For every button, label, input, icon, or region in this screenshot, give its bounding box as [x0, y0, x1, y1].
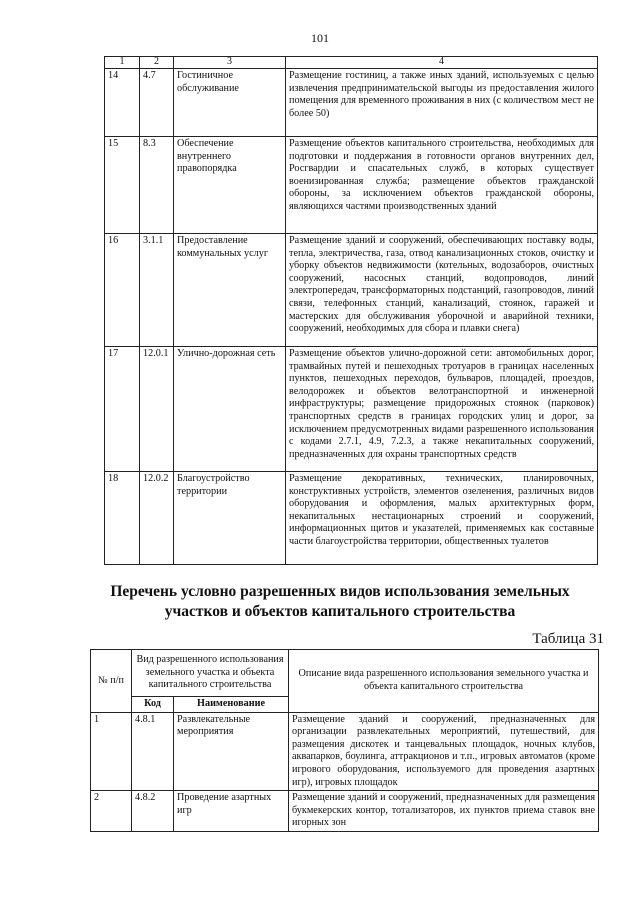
- row-code: 4.8.2: [132, 791, 174, 832]
- row-description: Размещение зданий и сооружений, предназначенных для организации развлекательных мероприятий, путешествий, для размещения дискотек и танцевальных площадок, ночных клубов, аквапарков, боулинга, аттракционов и т.п., игровых автоматов (кроме игрового оборудования, используемого для проведения азартных игр), игровых площадок: [289, 712, 599, 791]
- table-caption: Таблица 31: [532, 631, 604, 647]
- row-name: Благоустройство территории: [174, 472, 286, 565]
- page-number: 101: [311, 31, 329, 45]
- row-description: Размещение объектов улично-дорожной сети: автомобильных дорог, трамвайных путей и пешеходных тротуаров в границах населенных пунктов, пешеходных переходов, бульваров, площадей, проездов, велодорожек и объектов велотранспортной и инженерной инфраструктуры; размещение придорожных стоянок (парковок) транспортных средств в границах городских улиц и дорог, за исключением предусмотренных видами разрешенного использования с кодами 2.7.1, 4.9, 7.2.3, а также некапитальных сооружений, предназначенных для охраны транспортных средств: [286, 347, 598, 472]
- header-col-3: 3: [174, 57, 286, 69]
- table-row: [105, 137, 598, 234]
- row-number: 17: [105, 347, 140, 472]
- section-title: Перечень условно разрешенных видов использования земельных участков и объектов капитального строительства: [110, 583, 570, 620]
- header-name: Наименование: [174, 697, 289, 713]
- row-code: 8.3: [140, 137, 174, 234]
- table-row: [105, 69, 598, 137]
- row-code: 4.8.1: [132, 712, 174, 791]
- table-row: [105, 347, 598, 472]
- row-name: Гостиничное обслуживание: [174, 69, 286, 137]
- header-col-4: 4: [286, 57, 598, 69]
- row-code: 4.7: [140, 69, 174, 137]
- conditional-use-table: [90, 649, 599, 832]
- row-number: 18: [105, 472, 140, 565]
- table-row: [105, 472, 598, 565]
- table-header-row: [91, 650, 599, 697]
- row-description: Размещение декоративных, технических, планировочных, конструктивных устройств, элементов озеленения, различных видов оборудования и оформления, малых архитектурных форм, некапитальных нестационарных строений и сооружений, информационных щитов и указателей, применяемых как составные части благоустройства территории, общественных туалетов: [286, 472, 598, 565]
- row-number: 16: [105, 234, 140, 347]
- row-description: Размещение зданий и сооружений, обеспечивающих поставку воды, тепла, электричества, газа, отвод канализационных стоков, очистку и уборку объектов недвижимости (котельных, водозаборов, очистных сооружений, насосных станций, водопроводов, линий электропередач, трансформаторных подстанций, газопроводов, линий связи, телефонных станций, канализаций, стоянок, гаражей и мастерских для обслуживания уборочной и аварийной техники, сооружений, необходимых для сбора и плавки снега): [286, 234, 598, 347]
- row-code: 12.0.1: [140, 347, 174, 472]
- row-number: 1: [91, 712, 132, 791]
- row-name: Предоставление коммунальных услуг: [174, 234, 286, 347]
- header-code: Код: [132, 697, 174, 713]
- row-number: 15: [105, 137, 140, 234]
- row-code: 3.1.1: [140, 234, 174, 347]
- row-description: Размещение гостиниц, а также иных зданий, используемых с целью извлечения предпринимательской выгоды из предоставления жилого помещения для временного проживания в них (с количеством мест не более 50): [286, 69, 598, 137]
- row-number: 2: [91, 791, 132, 832]
- header-use-type: Вид разрешенного использования земельного участка и объекта капитального строительства: [132, 650, 289, 697]
- row-description: Размещение объектов капитального строительства, необходимых для подготовки и поддержания в готовности органов внутренних дел, Росгвардии и спасательных служб, в которых существует военизированная служба; размещение объектов гражданской обороны, за исключением объектов гражданской обороны, являющихся частями производственных зданий: [286, 137, 598, 234]
- row-description: Размещение зданий и сооружений, предназначенных для размещения букмекерских контор, тотализаторов, их пунктов приема ставок вне игорных зон: [289, 791, 599, 832]
- header-description: Описание вида разрешенного использования земельного участка и объекта капитального строительства: [289, 650, 599, 713]
- row-number: 14: [105, 69, 140, 137]
- table-row: [105, 234, 598, 347]
- table-header-row: [105, 57, 598, 69]
- header-number: № п/п: [91, 650, 132, 713]
- header-col-1: 1: [105, 57, 140, 69]
- table-row: [91, 712, 599, 791]
- row-name: Улично-дорожная сеть: [174, 347, 286, 472]
- row-code: 12.0.2: [140, 472, 174, 565]
- row-name: Обеспечение внутреннего правопорядка: [174, 137, 286, 234]
- row-name: Развлекательные мероприятия: [174, 712, 289, 791]
- row-name: Проведение азартных игр: [174, 791, 289, 832]
- header-col-2: 2: [140, 57, 174, 69]
- table-row: [91, 791, 599, 832]
- land-use-table-continued: [104, 56, 598, 565]
